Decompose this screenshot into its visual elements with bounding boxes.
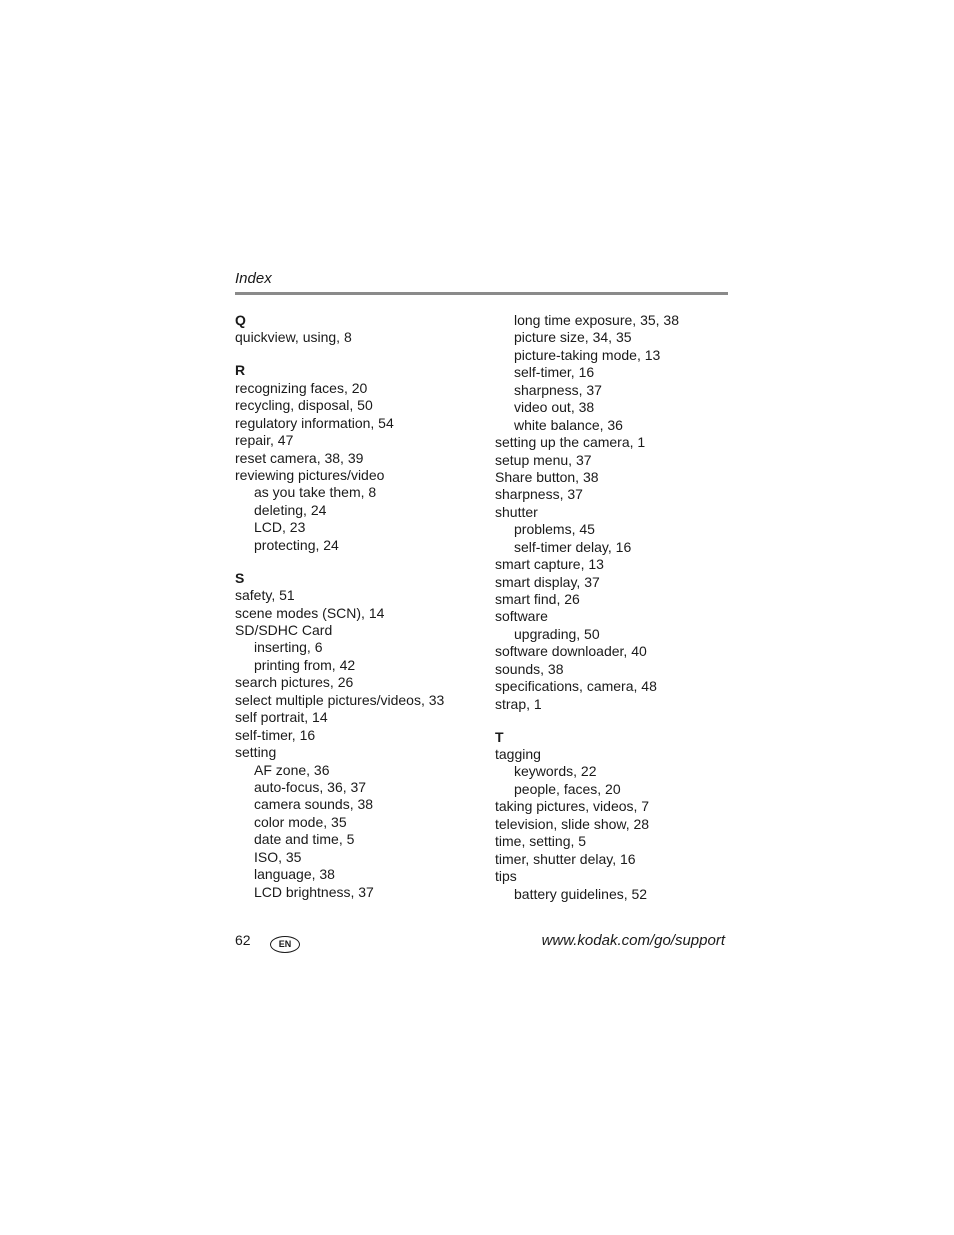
index-subentry: protecting, 24	[254, 536, 339, 553]
page-header-title: Index	[235, 270, 272, 287]
index-entry: tagging	[495, 746, 541, 762]
index-entry: self-timer, 16	[235, 726, 316, 743]
section-letter: T	[495, 728, 504, 745]
index-entry: software downloader, 40	[495, 643, 647, 660]
index-entry: regulatory information, 54	[235, 414, 394, 431]
section-letter: R	[235, 362, 246, 379]
index-entry: Share button, 38	[495, 468, 599, 485]
index-entry: self portrait, 14	[235, 709, 328, 726]
index-entry: smart find, 26	[495, 591, 580, 607]
index-subentry: self-timer delay, 16	[514, 538, 632, 555]
index-subentry: deleting, 24	[254, 501, 327, 518]
index-entry: reviewing pictures/video	[235, 467, 385, 483]
index-entry: quickview, using, 8	[235, 329, 352, 346]
index-entry: repair, 47	[235, 432, 294, 449]
index-subentry: language, 38	[254, 866, 335, 883]
index-entry: time, setting, 5	[495, 833, 587, 850]
index-subentry: upgrading, 50	[514, 625, 600, 642]
index-subentry: battery guidelines, 52	[514, 885, 648, 902]
index-entry: setting up the camera, 1	[495, 434, 646, 451]
index-entry: select multiple pictures/videos, 33	[235, 691, 445, 708]
index-column-left	[235, 312, 485, 901]
index-subentry: people, faces, 20	[514, 780, 621, 797]
index-subentry: picture size, 34, 35	[514, 329, 632, 346]
index-entry: scene modes (SCN), 14	[235, 604, 385, 621]
index-subentry: self-timer, 16	[514, 364, 595, 381]
language-badge: EN	[270, 936, 300, 953]
index-subentry: problems, 45	[514, 521, 595, 538]
index-entry: taking pictures, videos, 7	[495, 798, 650, 815]
index-subentry: date and time, 5	[254, 831, 355, 848]
index-entry: safety, 51	[235, 587, 295, 604]
index-entry: timer, shutter delay, 16	[495, 850, 636, 867]
index-subentry: ISO, 35	[254, 848, 302, 865]
index-entry: software	[495, 608, 548, 625]
index-subentry: as you take them, 8	[254, 484, 377, 501]
index-entry: reset camera, 38, 39	[235, 449, 364, 466]
index-entry: sharpness, 37	[495, 486, 583, 503]
section-gap	[235, 347, 485, 363]
index-column-right	[495, 312, 745, 903]
index-subentry: inserting, 6	[254, 639, 323, 656]
index-entry: setting	[235, 744, 277, 761]
index-subentry: AF zone, 36	[254, 761, 330, 778]
index-subentry: long time exposure, 35, 38	[514, 312, 679, 328]
index-subentry: camera sounds, 38	[254, 796, 374, 813]
index-subentry: white balance, 36	[514, 416, 623, 433]
page-number: 62	[235, 932, 251, 948]
index-subentry: picture-taking mode, 13	[514, 346, 661, 363]
index-entry: television, slide show, 28	[495, 815, 650, 832]
section-gap	[235, 554, 485, 570]
index-subentry: auto-focus, 36, 37	[254, 778, 367, 795]
index-subentry: keywords, 22	[514, 763, 597, 780]
index-subentry: video out, 38	[514, 399, 595, 416]
index-entry: smart display, 37	[495, 573, 600, 590]
index-entry: shutter	[495, 503, 538, 520]
index-entry: recognizing faces, 20	[235, 379, 368, 396]
support-url[interactable]: www.kodak.com/go/support	[541, 932, 725, 949]
index-entry: SD/SDHC Card	[235, 622, 333, 638]
index-subentry: LCD brightness, 37	[254, 883, 374, 900]
index-subentry: LCD, 23	[254, 519, 306, 536]
index-entry: setup menu, 37	[495, 451, 592, 468]
index-entry: specifications, camera, 48	[495, 678, 657, 695]
section-letter: Q	[235, 312, 246, 328]
index-entry: search pictures, 26	[235, 674, 354, 691]
index-subentry: color mode, 35	[254, 813, 347, 830]
header-rule	[235, 292, 728, 295]
section-letter: S	[235, 569, 245, 586]
index-entry: smart capture, 13	[495, 556, 604, 573]
index-entry: recycling, disposal, 50	[235, 397, 373, 414]
index-entry: strap, 1	[495, 695, 542, 712]
section-gap	[495, 713, 745, 729]
index-subentry: sharpness, 37	[514, 381, 602, 398]
index-subentry: printing from, 42	[254, 656, 356, 673]
index-entry: tips	[495, 868, 517, 885]
index-entry: sounds, 38	[495, 660, 564, 677]
